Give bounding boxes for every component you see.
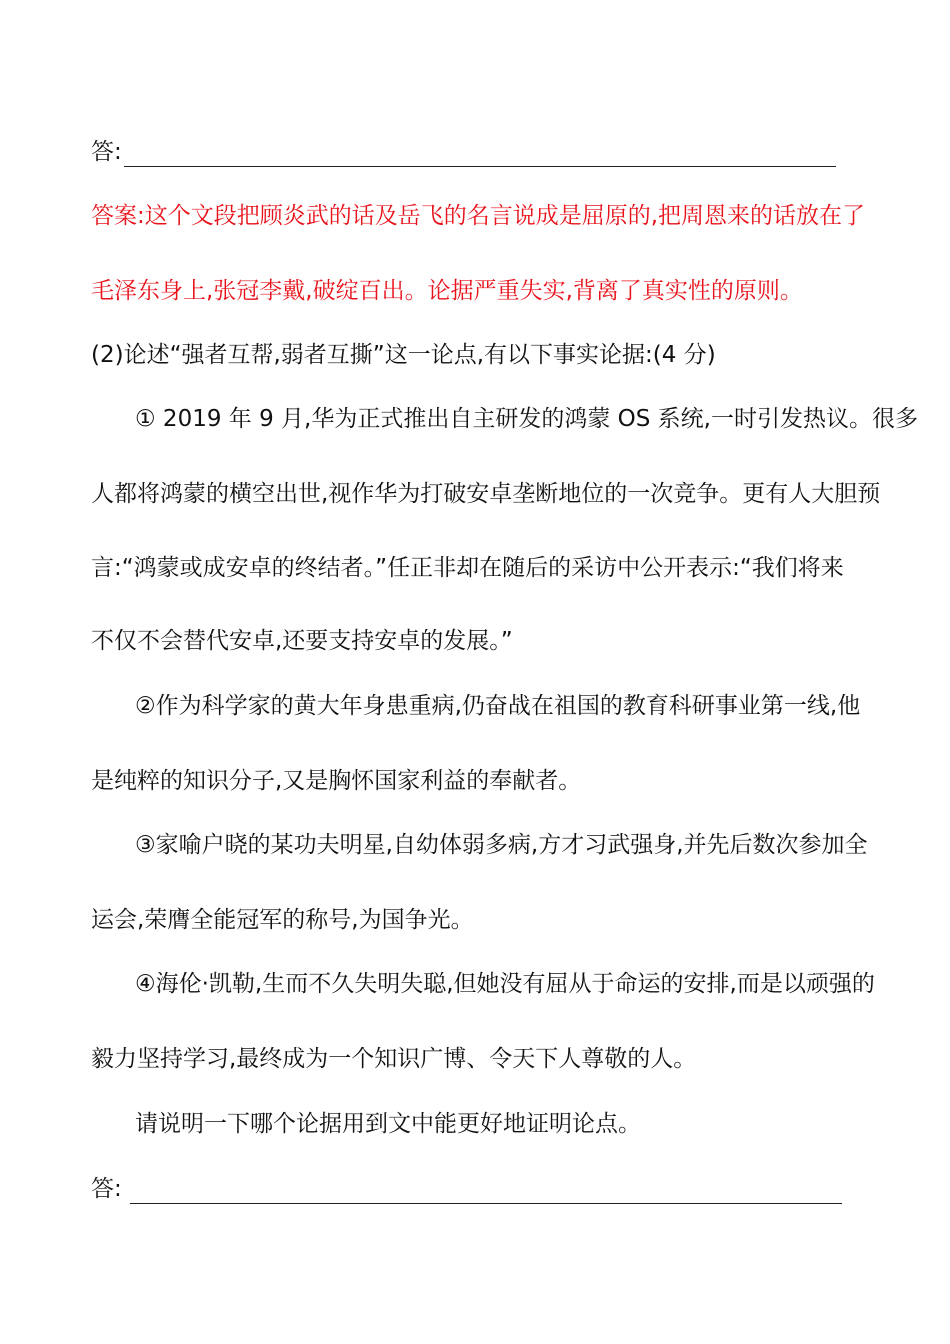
evidence-4-line-1: ④海伦·凯勒,生而不久失明失聪,但她没有屈从于命运的安排,而是以顽强的 [135, 971, 875, 997]
evidence-1-line-1: ① 2019 年 9 月,华为正式推出自主研发的鸿蒙 OS 系统,一时引发热议。很多 [135, 406, 918, 432]
evidence-1-line-3: 言:“鸿蒙或成安卓的终结者。”任正非却在随后的采访中公开表示:“我们将来 [91, 555, 844, 581]
answer-1 [91, 137, 836, 167]
evidence-1-line-2: 人都将鸿蒙的横空出世,视作华为打破安卓垄断地位的一次竞争。更有人大胆预 [91, 481, 881, 507]
evidence-1-line-4: 不仅不会替代安卓,还要支持安卓的发展。” [91, 628, 513, 654]
question-2-prompt: (2)论述“强者互帮,弱者互撕”这一论点,有以下事实论据:(4 分) [91, 342, 716, 368]
question-2-instruction: 请说明一下哪个论据用到文中能更好地证明论点。 [135, 1111, 641, 1137]
evidence-2-line-1: ②作为科学家的黄大年身患重病,仍奋战在祖国的教育科研事业第一线,他 [135, 693, 861, 719]
answer-2-label: 答: [91, 1176, 122, 1202]
answer-key-line-2: 毛泽东身上,张冠李戴,破绽百出。论据严重失实,背离了真实性的原则。 [91, 278, 803, 304]
evidence-3-line-1: ③家喻户晓的某功夫明星,自幼体弱多病,方才习武强身,并先后数次参加全 [135, 832, 868, 858]
evidence-2-line-2: 是纯粹的知识分子,又是胸怀国家利益的奉献者。 [91, 768, 582, 794]
answer-1-blank[interactable] [124, 144, 836, 167]
answer-key-line-1: 答案:这个文段把顾炎武的话及岳飞的名言说成是屈原的,把周恩来的话放在了 [91, 203, 866, 229]
answer-1-label: 答: [91, 139, 122, 165]
evidence-4-line-2: 毅力坚持学习,最终成为一个知识广博、令天下人尊敬的人。 [91, 1046, 697, 1072]
answer-2 [91, 1174, 842, 1204]
evidence-3-line-2: 运会,荣膺全能冠军的称号,为国争光。 [91, 907, 474, 933]
answer-2-blank[interactable] [130, 1181, 842, 1204]
